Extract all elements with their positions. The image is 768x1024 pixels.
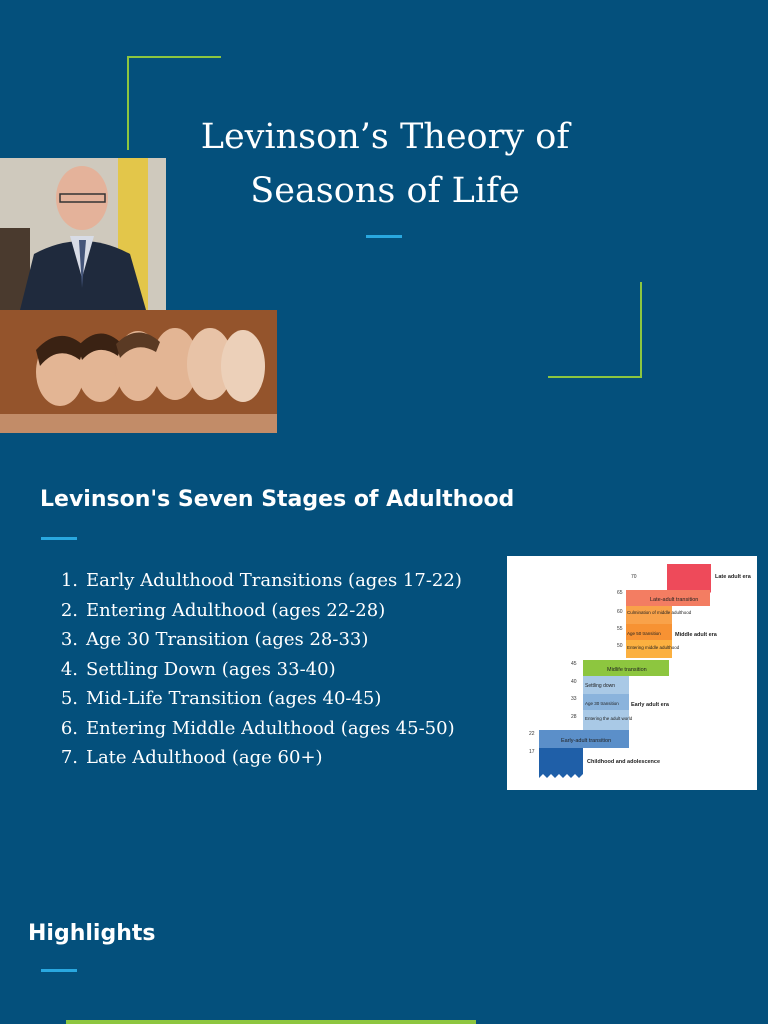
step-label: Settling down [585, 683, 616, 689]
era-label: Late adult era [715, 574, 751, 580]
section-underline [41, 537, 77, 540]
era-label: Middle adult era [675, 632, 717, 638]
age-label: 50 [617, 643, 623, 649]
age-label: 65 [617, 590, 623, 596]
stage-number: 7. [60, 747, 78, 768]
title-line-1: Levinson’s Theory of [200, 117, 570, 157]
stage-text: Settling Down (ages 33-40) [86, 658, 336, 680]
frame-bracket-bottom-right [548, 282, 642, 378]
step-label: Entering middle adulthood [627, 645, 680, 650]
stage-item [42, 743, 462, 773]
age-label: 40 [571, 679, 577, 685]
stage-number: 5. [60, 688, 78, 709]
stage-text: Entering Adulthood (ages 22-28) [86, 599, 386, 621]
title-underline [366, 235, 402, 238]
stage-text: Age 30 Transition (ages 28-33) [86, 629, 369, 650]
step-label: Late-adult transition [650, 597, 699, 603]
title-line-2: Seasons of Life [250, 171, 520, 211]
stage-number: 6. [60, 717, 78, 739]
highlights-underline [41, 969, 77, 972]
stage-item [42, 566, 462, 596]
section-heading-stages: Levinson's Seven Stages of Adulthood [40, 487, 515, 512]
stage-text: Entering Middle Adulthood (ages 45-50) [86, 717, 455, 739]
age-label: 17 [529, 749, 535, 755]
stage-number: 2. [60, 599, 78, 621]
era-label: Childhood and adolescence [587, 759, 661, 765]
stage-item [42, 684, 462, 714]
highlights-accent-bar [66, 1020, 476, 1024]
age-label: 28 [571, 714, 577, 720]
age-label: 55 [617, 626, 623, 632]
stage-number: 3. [60, 629, 78, 650]
step-label: Culmination of middle adulthood [627, 610, 692, 615]
age-label: 70 [631, 574, 637, 580]
step-label: Midlife transition [607, 667, 647, 673]
stages-list [42, 566, 462, 773]
stage-item [42, 596, 462, 626]
era-label: Early adult era [631, 702, 669, 708]
step-label: Entering the adult world [585, 716, 633, 721]
step-label: Early-adult transition [561, 738, 612, 744]
age-label: 33 [571, 696, 577, 702]
levinson-portrait-photo [0, 158, 166, 310]
stage-text: Early Adulthood Transitions (ages 17-22) [86, 570, 462, 591]
stage-text: Mid-Life Transition (ages 40-45) [86, 688, 382, 709]
step-label: Age 50 transition [627, 631, 661, 636]
stage-text: Late Adulthood (age 60+) [86, 747, 323, 768]
stage-number: 4. [60, 658, 78, 680]
stage-item [42, 714, 462, 744]
age-label: 45 [571, 661, 577, 667]
aging-faces-image [0, 310, 277, 433]
stage-number: 1. [60, 570, 78, 591]
childhood-block [539, 748, 583, 778]
age-label: 22 [529, 731, 535, 737]
step-culmination [626, 606, 672, 624]
seasons-staircase-diagram [507, 556, 757, 790]
age-label: 60 [617, 609, 623, 615]
stage-item [42, 625, 462, 655]
page-title [160, 110, 610, 218]
step-label: Age 30 transition [585, 701, 619, 706]
stage-item [42, 655, 462, 685]
section-heading-highlights: Highlights [28, 921, 156, 946]
